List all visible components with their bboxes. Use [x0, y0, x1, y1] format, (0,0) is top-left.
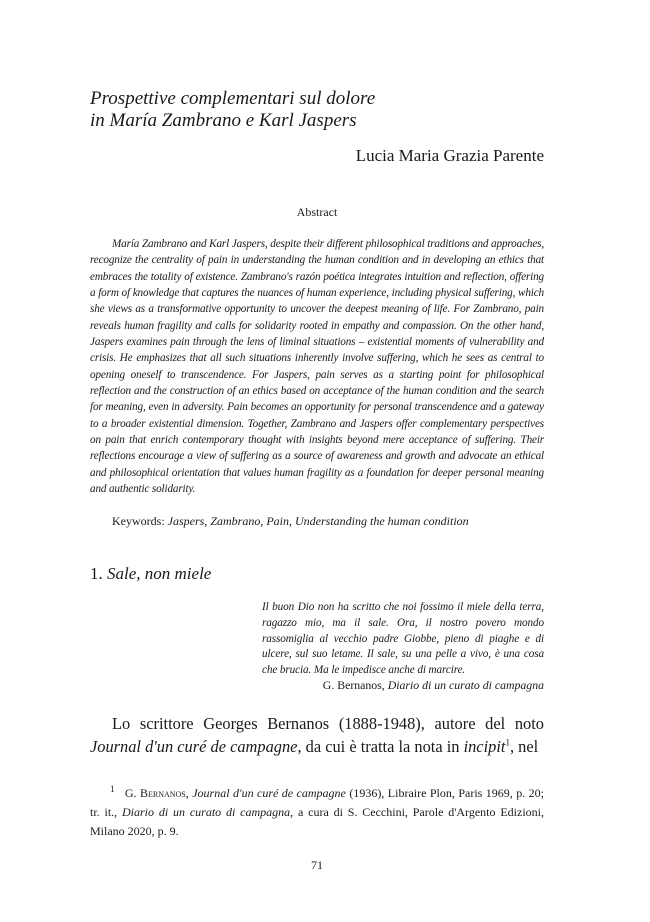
epigraph-source-work: Diario di un curato di campagna [387, 678, 544, 692]
footnote-author: G. Bernanos, [124, 786, 189, 800]
footnote [90, 784, 544, 841]
article-title-line-2: in María Zambrano e Karl Jaspers [90, 110, 357, 131]
footnote-work-2: Diario di un curato di campagna [122, 805, 291, 819]
epigraph-source [323, 678, 544, 693]
article-title-line-1: Prospettive complementari sul dolore [90, 88, 376, 109]
abstract-heading: Abstract [296, 205, 338, 219]
body-text-part-2: , da cui è tratta la nota in [297, 737, 464, 756]
body-text-part-3: , nel [509, 737, 539, 756]
footnote-number: 1 [110, 784, 115, 794]
article-title [90, 88, 375, 132]
section-title: Sale, non miele [107, 564, 212, 583]
epigraph-source-author: G. Bernanos, [322, 678, 385, 692]
footnote-part-1: (1936), Libraire Plon, Paris 1969, p. 20; tr. it., [90, 786, 545, 819]
article-author: Lucia Maria Grazia Parente [355, 146, 544, 165]
footnote-reference[interactable]: 1 [505, 737, 510, 748]
keywords-label: Keywords: [112, 514, 165, 528]
epigraph-text: Il buon Dio non ha scritto che noi fossimo il miele della terra, ragazzo mio, ma il sale. Ora, il nostro povero mondo rassomiglia al vecchio padre Giobbe, pieno di piaghe e di ulcere, sul suo letame. Il sale, su una pelle a vivo, è una cosa che brucia. Ma le impedisce anche di marcire. [262, 601, 544, 677]
footnote-work-1: Journal d'un curé de campagne [192, 786, 346, 800]
keywords-list: Jaspers, Zambrano, Pain, Understanding the human condition [167, 514, 469, 528]
abstract-text: María Zambrano and Karl Jaspers, despite their different philosophical traditions and approaches, recognize the centrality of pain in understanding the human condition and in developing an ethics that embraces the totality of existence. Zambrano's razón poética integrates intuition and reflection, offering a form of knowledge that captures the nuances of human experience, including physical suffering, which she views as a transformative opportunity to uncover the deepest meaning of life. For Zambrano, pain reveals human fragility and calls for solidarity rooted in empathy and compassion. On the other hand, Jaspers examines pain through the lens of liminal situations – existential moments of vulnerability and crisis. He emphasizes that all such situations inherently involve suffering, which he sees as central to opening oneself to transcendence. For Jaspers, pain serves as a starting point for philosophical reflection and the construction of an ethics based on acceptance of the human condition and the search for meaning, even in adversity. Pain becomes an opportunity for personal transcendence and a gateway to a broader existential dimension. Together, Zambrano and Jaspers offer complementary perspectives on pain that enrich contemporary thought with insights beyond mere acceptance of suffering. Their reflections encourage a view of suffering as a source of awareness and growth and advocate an ethical and philosophical orientation that values human fragility as a foundation for deeper personal meaning and authentic solidarity. [90, 238, 544, 496]
page [90, 0, 544, 922]
footnote-part-2: , a cura di S. Cecchini, Parole d'Argento Edizioni, Milano 2020, p. 9. [90, 805, 544, 838]
keywords [112, 514, 469, 529]
body-work-title: Journal d'un curé de campagne [90, 737, 298, 756]
section-heading [90, 564, 211, 584]
body-text-part-1: Lo scrittore Georges Bernanos (1888-1948), autore del noto [112, 714, 544, 733]
page-number: 71 [311, 858, 323, 872]
body-paragraph [90, 712, 544, 758]
body-incipit: incipit [463, 737, 506, 756]
section-number: 1. [90, 564, 103, 583]
